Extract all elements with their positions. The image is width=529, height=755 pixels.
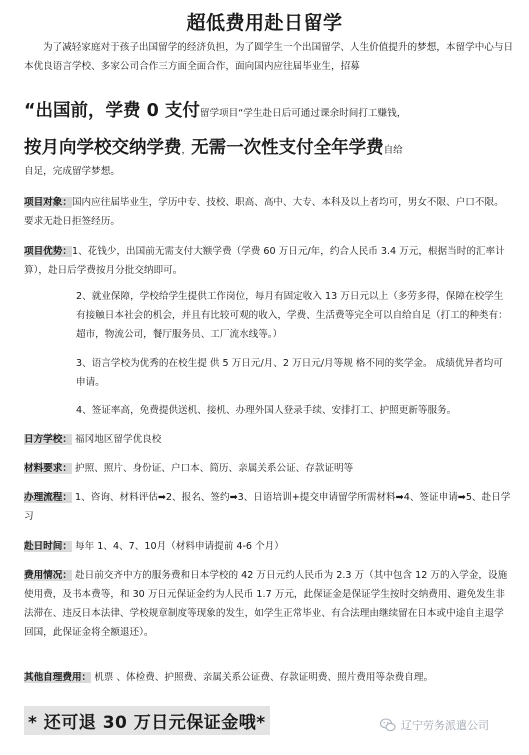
slogan-block xyxy=(24,94,520,180)
wechat-icon xyxy=(380,718,396,732)
target-label: 项目对象： xyxy=(24,197,72,208)
slogan-line2 xyxy=(24,131,520,168)
process-label: 办理流程： xyxy=(24,492,72,503)
intro-paragraph: 为了减轻家庭对于孩子出国留学的经济负担，为了圆学生一个出国留学、人生价值提升的梦想，本留学中心与日本优良语言学校、多家公司合作三方面全面合作，面向国内应往届毕业生，招募 xyxy=(24,42,514,72)
section-target xyxy=(24,193,512,231)
process-text: 1、咨询、材料评估➡2、报名、签约➡3、日语培训+提交申请留学所需材料➡4、签证申请➡5、赴日学习 xyxy=(24,492,511,522)
slogan-part2: 按月向学校交纳学费 xyxy=(24,138,182,158)
slogan-part3: 无需一次性支付全年学费 xyxy=(191,138,384,158)
watermark-text: 辽宁劳务派遣公司 xyxy=(401,719,489,732)
wechat-watermark xyxy=(380,717,489,733)
section-advantages xyxy=(24,242,512,280)
advantage-item-2: 2、就业保障，学校给学生提供工作岗位，每月有固定收入 13 万日元以上（多劳多得，保障在校学生有接触日本社会的机会，并且有比较可观的收入，学费、生活费等完全可以自给自足（打工的种类有：超市，物流公司，餐厅服务员、工厂流水线等。） xyxy=(76,291,508,340)
departure-text: 每年 1、4、7、10月（材料申请提前 4-6 个月） xyxy=(75,541,284,552)
section-process xyxy=(24,488,512,526)
slogan-part2-mid: ， xyxy=(181,145,192,156)
advantage-item-1: 1、花钱少，出国前无需支付大额学费（学费 60 万日元/年，约合人民币 3.4 万元，根据当时的汇率计算），赴日后学费按月分批交纳即可。 xyxy=(24,246,505,276)
section-departure xyxy=(24,537,512,556)
slogan-part3-small: 自给 xyxy=(383,145,403,156)
advantage-item-4: 4、签证率高，免费提供送机、接机、办理外国人登录手续、安排打工、护照更新等服务。 xyxy=(76,405,457,416)
school-text: 福冈地区留学优良校 xyxy=(75,434,162,445)
section-fees xyxy=(24,566,512,642)
slogan-part1-small: 留学项目“学生赴日后可通过课余时间打工赚钱， xyxy=(199,108,407,119)
page-title: 超低费用赴日留学 xyxy=(186,12,343,34)
other-text: 机票 、体检费、护照费、亲属关系公证费、存款证明费、照片费用等杂费自理。 xyxy=(94,672,434,683)
slogan-part1: “出国前，学费 0 支付 xyxy=(24,101,200,121)
advantage-item-3: 3、语言学校为优秀的在校生提 供 5 万日元/月、2 万日元/月等规 格不同的奖学金。 成绩优异者均可申请。 xyxy=(76,358,503,388)
fees-label: 费用情况： xyxy=(24,570,72,581)
fees-text: 赴日前交齐中方的服务费和日本学校的 42 万日元约人民币为 2.3 万（其中包含 12 万的入学金，设施使用费，及书本费等，和 30 万日元保证金约为人民币 1.7 万元，此保证金是保证学生按时交纳费用、避免发生非法滞在、违反日本法律、学校规章制度等现象的发生，如学生正常毕业、有合法理由继续留在日本或中途自主退学回国，此保证金将全额退还）。 xyxy=(24,570,508,638)
slogan-part4: 自足，完成留学梦想。 xyxy=(24,166,120,177)
advantages-label: 项目优势： xyxy=(24,246,72,257)
school-label: 日方学校： xyxy=(24,434,72,445)
section-school xyxy=(24,430,512,449)
section-other xyxy=(24,668,512,687)
other-label: 其他自理费用： xyxy=(24,672,92,683)
section-materials xyxy=(24,459,512,478)
materials-text: 护照、照片、身份证、户口本、简历、亲属关系公证、存款证明等 xyxy=(75,463,354,474)
materials-label: 材料要求： xyxy=(24,463,72,474)
deposit-refund-banner: * 还可退 30 万日元保证金哦* xyxy=(24,706,270,735)
target-text: 国内应往届毕业生，学历中专、技校、职高、高中、大专、本科及以上者均可，男女不限、户口不限。要求无赴日拒签经历。 xyxy=(24,197,504,227)
departure-label: 赴日时间： xyxy=(24,541,72,552)
